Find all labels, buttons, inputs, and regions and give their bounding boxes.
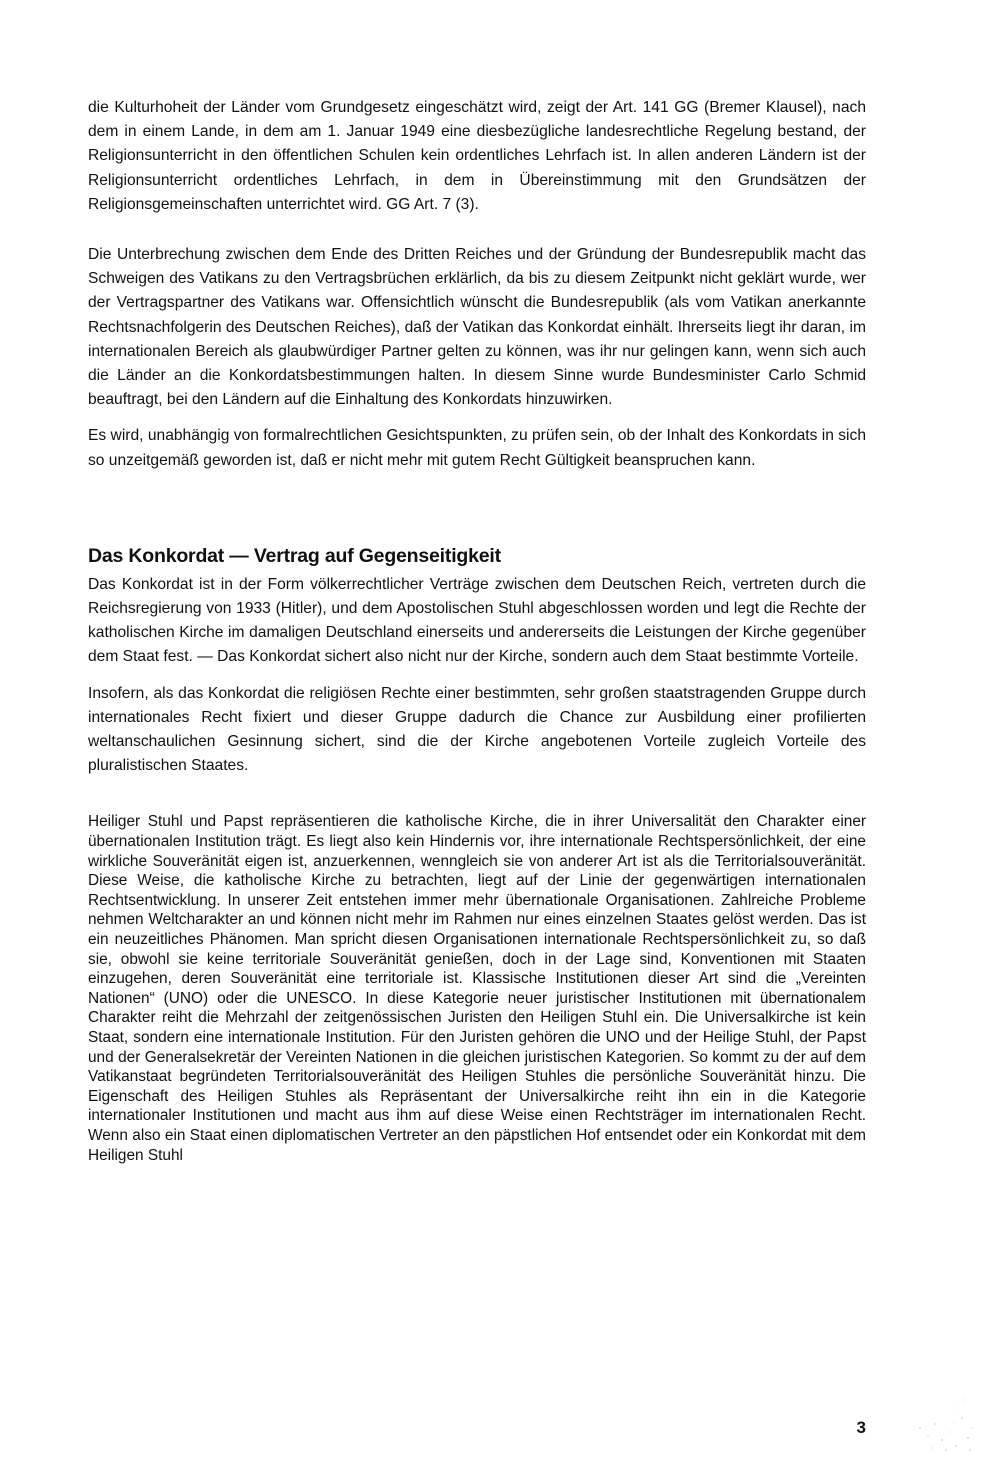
paragraph-heiliger-stuhl: Heiliger Stuhl und Papst repräsentieren die katholische Kirche, die in ihrer Universalität den Charakter einer übernationalen Institution trägt. Es liegt also kein Hindernis vor, ihre internationale Rechtspersönlichkeit, der eine wirkliche Souveränität eigen ist, anzuerkennen, wenngleich sie von anderer Art ist als die Territorialsouveränität. Diese Weise, die katholische Kirche zu betrachten, liegt auf der Linie der gegenwärtigen internationalen Rechtsentwicklung. In unserer Zeit entstehen immer mehr übernationale Organisationen. Zahlreiche Probleme nehmen Weltcharakter an und können nicht mehr im Rahmen nur eines einzelnen Staates gelöst werden. Das ist ein neuzeitliches Phänomen. Man spricht diesen Organisationen internationale Rechtspersönlichkeit zu, so daß sie, obwohl sie keine territoriale Souveränität genießen, doch in der Lage sind, Konventionen mit Staaten einzugehen, deren Souveränität eine territoriale ist. Klassische Institutionen dieser Art sind die „Vereinten Nationen“ (UNO) oder die UNESCO. In diese Kategorie neuer juristischer Institutionen mit übernationalem Charakter reiht die Mehrzahl der zeitgenössischen Juristen den Heiligen Stuhl ein. Die Universalkirche ist kein Staat, sondern eine internationale Institution. Für den Juristen gehören die UNO und der Heilige Stuhl, der Papst und der Generalsekretär der Vereinten Nationen in die gleichen juristischen Kategorien. So kommt zu der auf dem Vatikanstaat begründeten Territorialsouveränität des Heiligen Stuhles die persönliche Souveränität hinzu. Die Eigenschaft des Heiligen Stuhles als Repräsentant der Universalkirche reiht ihn ein in die Kategorie internationaler Institutionen und macht aus ihm auf diese Weise einen Rechtsträger im internationalen Recht. Wenn also ein Staat einen diplomatischen Vertreter an den päpstlichen Hof entsendet oder ein Konkordat mit dem Heiligen Stuhl (88, 813, 866, 1164)
scan-speckle-decoration (910, 1388, 980, 1458)
paragraph-unterbrechung: Die Unterbrechung zwischen dem Ende des Dritten Reiches und der Gründung der Bundesrepublik macht das Schweigen des Vatikans zu den Vertragsbrüchen erklärlich, da bis zu diesem Zeitpunkt nicht geklärt wurde, wer der Vertragspartner des Vatikans war. Offensichtlich wünscht die Bundesrepublik (als vom Vatikan anerkannte Rechtsnachfolgerin des Deutschen Reiches), daß der Vatikan das Konkordat einhält. Ihrerseits liegt ihr daran, im internationalen Bereich als glaubwürdiger Partner gelten zu können, was ihr nur gelingen kann, wenn sich auch die Länder an die Konkordatsbestimmungen halten. In diesem Sinne wurde Bundesminister Carlo Schmid beauftragt, bei den Ländern auf die Einhaltung des Konkordats hinzuwirken. (88, 246, 866, 409)
paragraph-konkordat-form: Das Konkordat ist in der Form völkerrechtlicher Verträge zwischen dem Deutschen Reich, vertreten durch die Reichsregierung von 1933 (Hitler), und dem Apostolischen Stuhl abgeschlossen worden und legt die Rechte der katholischen Kirche im damaligen Deutschland einerseits und andererseits die Leistungen der Kirche gegenüber dem Staat fest. — Das Konkordat sichert also nicht nur der Kirche, sondern auch dem Staat bestimmte Vorteile. (88, 575, 866, 666)
section-heading: Das Konkordat — Vertrag auf Gegenseitigkeit (88, 544, 501, 567)
document-page (88, 96, 866, 1165)
paragraph-kulturhoheit: die Kulturhoheit der Länder vom Grundgesetz eingeschätzt wird, zeigt der Art. 141 GG (Bremer Klausel), nach dem in einem Lande, in dem am 1. Januar 1949 eine diesbezügliche landesrechtliche Regelung bestand, der Religionsunterricht in den öffentlichen Schulen kein ordentliches Lehrfach ist. In allen anderen Ländern ist der Religionsunterricht ordentliches Lehrfach, in dem in Übereinstimmung mit den Grundsätzen der Religionsgemeinschaften unterrichtet wird. GG Art. 7 (3). (88, 99, 866, 213)
paragraph-pruefung: Es wird, unabhängig von formalrechtlichen Gesichtspunkten, zu prüfen sein, ob der Inhalt des Konkordats in sich so unzeitgemäß geworden ist, daß er nicht mehr mit gutem Recht Gültigkeit beanspruchen kann. (88, 427, 866, 469)
page-number: 3 (856, 1418, 866, 1437)
paragraph-insofern: Insofern, als das Konkordat die religiösen Rechte einer bestimmten, sehr großen staatstragenden Gruppe durch internationales Recht fixiert und dieser Gruppe dadurch die Chance zur Ausbildung einer profilierten weltanschaulichen Gesinnung sichert, sind die der Kirche angebotenen Vorteile zugleich Vorteile des pluralistischen Staates. (88, 684, 866, 775)
